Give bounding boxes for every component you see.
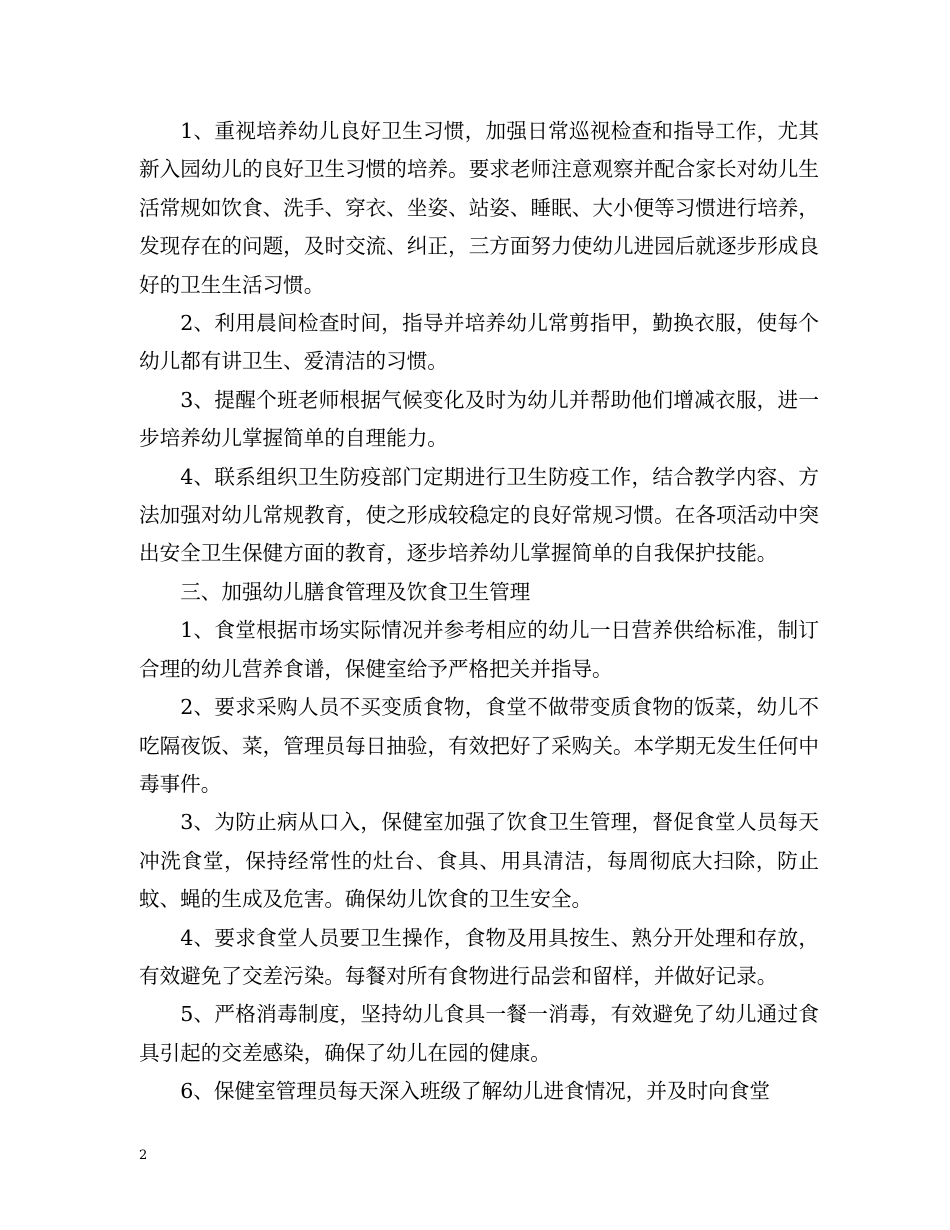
paragraph-4: 4、联系组织卫生防疫部门定期进行卫生防疫工作，结合教学内容、方法加强对幼儿常规教育，使之形成较稳定的良好常规习惯。在各项活动中突出安全卫生保健方面的教育，逐步培养幼儿掌握简单的自我保护技能。 [139,464,819,566]
paragraph-3: 3、提醒个班老师根据气候变化及时为幼儿并帮助他们增减衣服，进一步培养幼儿掌握简单的自理能力。 [139,387,819,451]
paragraph-1: 1、重视培养幼儿良好卫生习惯，加强日常巡视检查和指导工作，尤其新入园幼儿的良好卫生习惯的培养。要求老师注意观察并配合家长对幼儿生活常规如饮食、洗手、穿衣、坐姿、站姿、睡眠、大小便等习惯进行培养，发现存在的问题，及时交流、纠正，三方面努力使幼儿进园后就逐步形成良好的卫生生活习惯。 [139,119,819,297]
paragraph-8: 4、要求食堂人员要卫生操作，食物及用具按生、熟分开处理和存放，有效避免了交差污染。每餐对所有食物进行品尝和留样，并做好记录。 [139,925,819,988]
paragraph-6: 2、要求采购人员不买变质食物，食堂不做带变质食物的饭菜，幼儿不吃隔夜饭、菜，管理员每日抽验，有效把好了采购关。本学期无发生任何中毒事件。 [139,695,819,796]
document-body [139,112,819,1111]
paragraph-10: 6、保健室管理员每天深入班级了解幼儿进食情况，并及时向食堂 [180,1079,770,1104]
paragraph-9: 5、严格消毒制度，坚持幼儿食具一餐一消毒，有效避免了幼儿通过食具引起的交差感染，确保了幼儿在园的健康。 [139,1002,819,1065]
page-number: 2 [139,1148,148,1163]
section-heading: 三、加强幼儿膳食管理及饮食卫生管理 [180,579,531,604]
paragraph-5: 1、食堂根据市场实际情况并参考相应的幼儿一日营养供给标准，制订合理的幼儿营养食谱，保健室给予严格把关并指导。 [139,618,819,681]
paragraph-7: 3、为防止病从口入，保健室加强了饮食卫生管理，督促食堂人员每天冲洗食堂，保持经常性的灶台、食具、用具清洁，每周彻底大扫除，防止蚊、蝇的生成及危害。确保幼儿饮食的卫生安全。 [139,810,819,912]
paragraph-2: 2、利用晨间检查时间，指导并培养幼儿常剪指甲，勤换衣服，使每个幼儿都有讲卫生、爱清洁的习惯。 [139,311,819,374]
